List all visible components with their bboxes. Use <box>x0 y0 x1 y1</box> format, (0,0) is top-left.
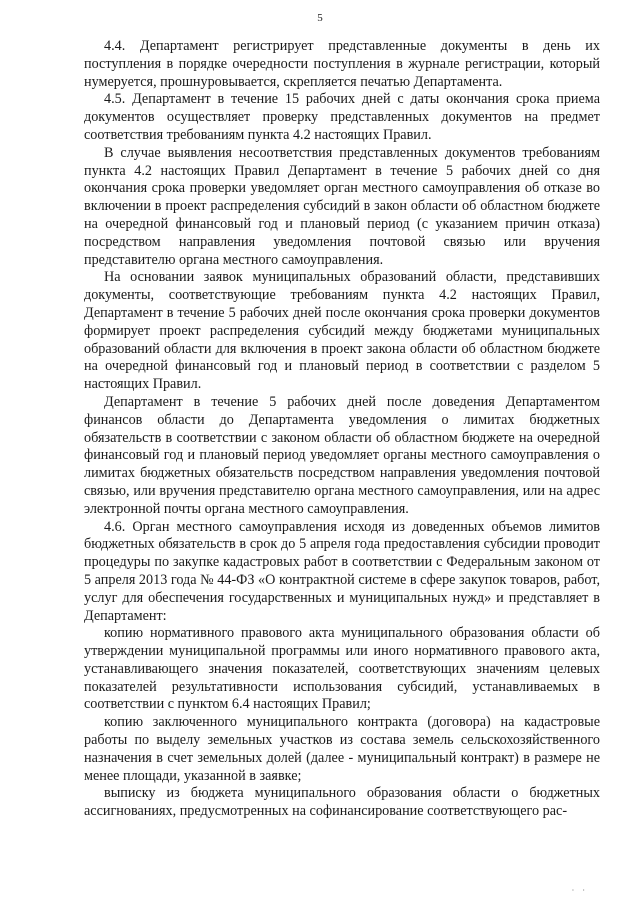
paragraph-4-4: 4.4. Департамент регистрирует представленные документы в день их поступления в порядке очередности поступления в журнале регистрации, который нумеруется, прошнуровывается, скрепляется печатью Департамента. <box>84 38 600 90</box>
paragraph-4-5: 4.5. Департамент в течение 15 рабочих дней с даты окончания срока приема документов осуществляет проверку представленных документов на предмет соответствия требованиям пункта 4.2 настоящих Правил. <box>84 91 600 143</box>
page-number: 5 <box>317 12 323 24</box>
paragraph-legal-act-copy: копию нормативного правового акта муниципального образования области об утверждении муниципальной программы или иного нормативного правового акта, устанавливающего значения показателей, соответствующих значениям целевых показателей результативности использования субсидий, устанавливаемых в соответствии с пунктом 6.4 настоящих Правил; <box>84 625 600 713</box>
paragraph-distribution-draft: На основании заявок муниципальных образований области, представивших документы, соответствующие требованиям пункта 4.2 настоящих Правил, Департамент в течение 5 рабочих дней после окончания срока проверки документов формирует проект распределения субсидий между бюджетами муниципальных образований области для включения в проект закона области об областном бюджете на очередной финансовый год и плановый период в соответствии с разделом 5 настоящих Правил. <box>84 269 600 393</box>
corner-mark: · · <box>571 886 588 895</box>
paragraph-refusal-notice: В случае выявления несоответствия представленных документов требованиям пункта 4.2 настоящих Правил Департамент в течение 5 рабочих дней со дня окончания срока проверки уведомляет орган местного самоуправления об отказе во включении в проект распределения субсидий в закон области об областном бюджете на очередной финансовый год и плановый период (с указанием причин отказа) посредством направления уведомления почтовой связью или вручения представителю органа местного самоуправления. <box>84 144 600 268</box>
document-body <box>84 38 600 821</box>
paragraph-contract-copy: копию заключенного муниципального контракта (договора) на кадастровые работы по выделу земельных участков из состава земель сельскохозяйственного назначения в счет земельных долей (далее - муниципальный контракт) в размере не менее площади, указанной в заявке; <box>84 714 600 784</box>
paragraph-4-6: 4.6. Орган местного самоуправления исходя из доведенных объемов лимитов бюджетных обязательств в срок до 5 апреля года предоставления субсидии проводит процедуры по закупке кадастровых работ в соответствии с Федеральным законом от 5 апреля 2013 года № 44-ФЗ «О контрактной системе в сфере закупок товаров, работ, услуг для обеспечения государственных и муниципальных нужд» и представляет в Департамент: <box>84 518 600 624</box>
paragraph-budget-extract: выписку из бюджета муниципального образования области о бюджетных ассигнованиях, предусмотренных на софинансирование соответствующего рас- <box>84 785 600 820</box>
paragraph-limits-notice: Департамент в течение 5 рабочих дней после доведения Департаментом финансов области до Департамента уведомления о лимитах бюджетных обязательств в соответствии с законом области об областном бюджете на очередной финансовый год и плановый период уведомляет органы местного самоуправления о лимитах бюджетных обязательств посредством направления уведомления почтовой связью, или вручения представителю органа местного самоуправления, или на адрес электронной почты органа местного самоуправления. <box>84 393 600 517</box>
